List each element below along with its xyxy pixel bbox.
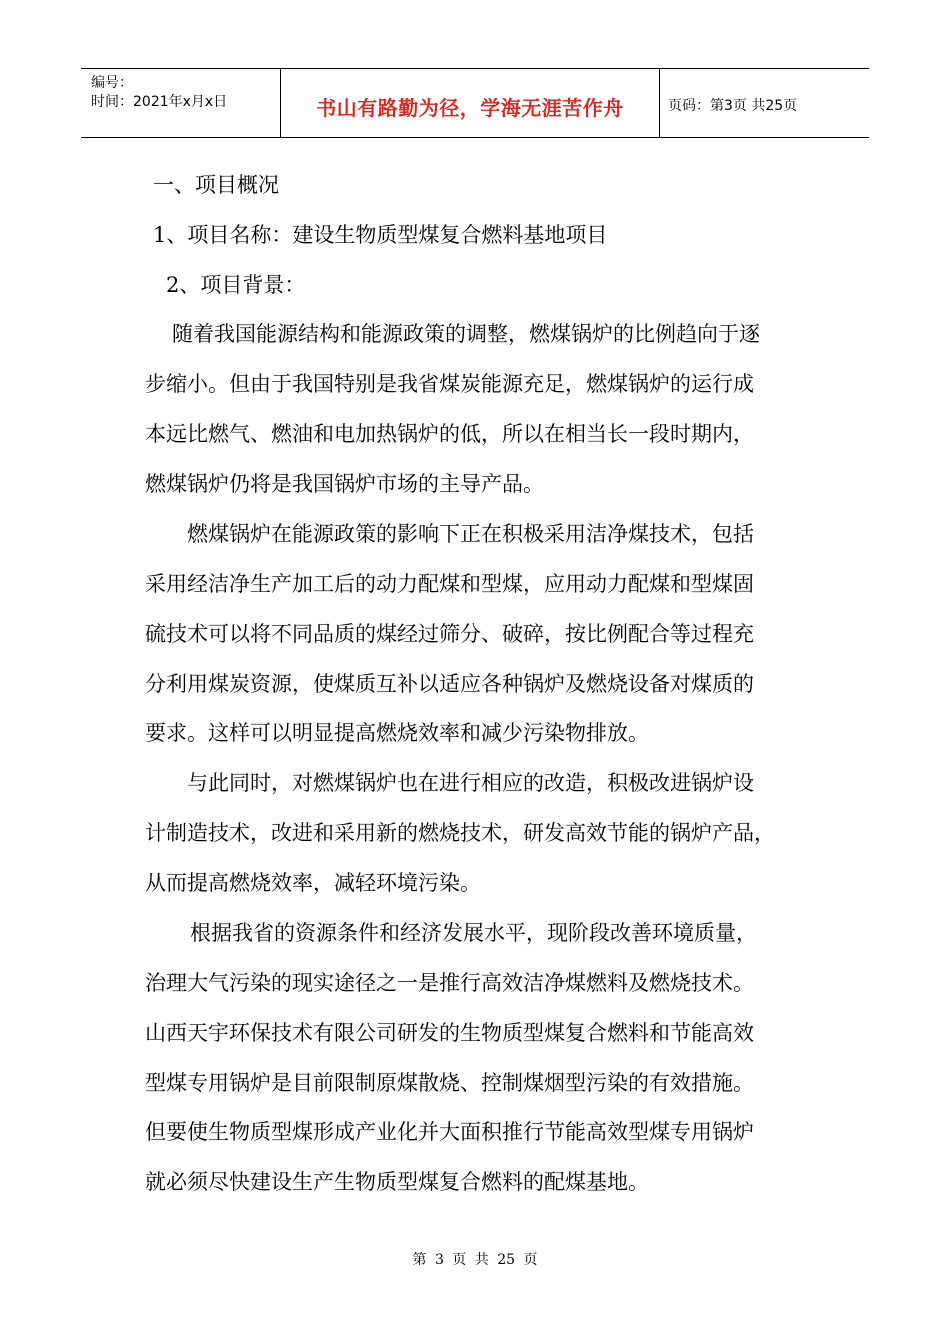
paragraph-line: 采用经洁净生产加工后的动力配煤和型煤，应用动力配煤和型煤固 [145, 572, 754, 596]
paragraph-line: 分利用煤炭资源，使煤质互补以适应各种锅炉及燃烧设备对煤质的 [145, 672, 754, 696]
item-project-background: 2、项目背景： [166, 273, 306, 297]
paragraph-line: 硫技术可以将不同品质的煤经过筛分、破碎，按比例配合等过程充 [145, 622, 754, 646]
page-footer: 第 3 页 共 25 页 [412, 1252, 538, 1268]
paragraph-line: 本远比燃气、燃油和电加热锅炉的低，所以在相当长一段时期内， [145, 422, 754, 446]
header-motto: 书山有路勤为径，学海无涯苦作舟 [316, 96, 624, 120]
header-middle-cell [281, 69, 660, 137]
paragraph-line: 型煤专用锅炉是目前限制原煤散烧、控制煤烟型污染的有效措施。 [145, 1071, 754, 1095]
paragraph-line: 从而提高燃烧效率，减轻环境污染。 [145, 871, 481, 895]
header-right-cell [660, 69, 869, 137]
paragraph-line: 要求。这样可以明显提高燃烧效率和减少污染物排放。 [145, 721, 649, 745]
paragraph-line: 山西天宇环保技术有限公司研发的生物质型煤复合燃料和节能高效 [145, 1021, 754, 1045]
document-number-label: 编号： [91, 75, 133, 91]
paragraph-line: 步缩小。但由于我国特别是我省煤炭能源充足，燃煤锅炉的运行成 [145, 372, 754, 396]
paragraph-line: 燃煤锅炉在能源政策的影响下正在积极采用洁净煤技术，包括 [187, 522, 754, 546]
paragraph-line: 根据我省的资源条件和经济发展水平，现阶段改善环境质量， [190, 921, 757, 945]
paragraph-line: 随着我国能源结构和能源政策的调整，燃煤锅炉的比例趋向于逐 [172, 322, 760, 346]
paragraph-line: 但要使生物质型煤形成产业化并大面积推行节能高效型煤专用锅炉 [145, 1120, 754, 1144]
paragraph-line: 就必须尽快建设生产生物质型煤复合燃料的配煤基地。 [145, 1170, 649, 1194]
header-page-label: 页码：第3页 共25页 [668, 98, 798, 114]
paragraph-line: 治理大气污染的现实途径之一是推行高效洁净煤燃料及燃烧技术。 [145, 971, 754, 995]
paragraph-line: 与此同时，对燃煤锅炉也在进行相应的改造，积极改进锅炉设 [187, 771, 754, 795]
document-date-label: 时间：2021年x月x日 [91, 94, 228, 110]
paragraph-line: 计制造技术，改进和采用新的燃烧技术，研发高效节能的锅炉产品， [145, 821, 775, 845]
document-header [81, 68, 869, 138]
paragraph-line: 燃煤锅炉仍将是我国锅炉市场的主导产品。 [145, 472, 544, 496]
section-title: 一、项目概况 [153, 173, 279, 197]
header-left-cell [81, 69, 281, 137]
item-project-name: 1、项目名称：建设生物质型煤复合燃料基地项目 [153, 223, 608, 247]
